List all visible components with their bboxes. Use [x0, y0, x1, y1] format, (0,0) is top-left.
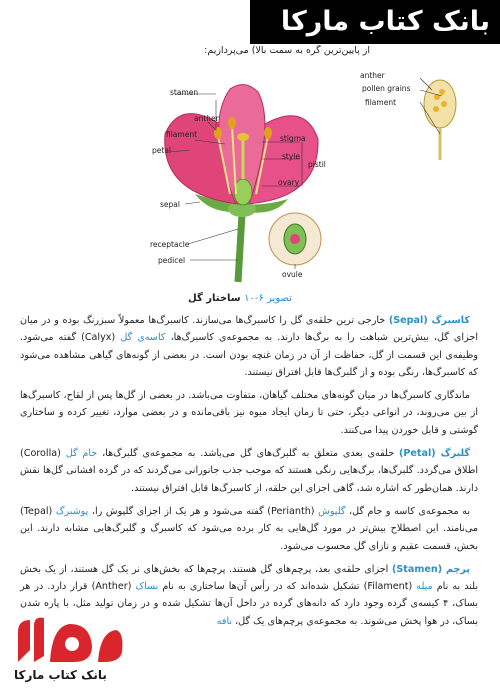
paragraph-sepal-persistence: [20, 387, 478, 439]
watermark-logo-text: بانک کتاب مارکا: [14, 668, 107, 682]
paragraph-petal: [20, 445, 478, 497]
term-petal: گلبرگ (Petal): [399, 448, 471, 460]
label-ovule: ovule: [282, 270, 303, 279]
flower-diagram: [150, 64, 480, 284]
caption-text: ساختار گل: [188, 293, 241, 304]
label-stamen: stamen: [170, 88, 199, 97]
flower-illustration: [150, 64, 480, 284]
text-stamen-3: (Anther) قرار دارد. در هر بساک، ۴ کیسه‌ی گرده وجود دارد که دانه‌های گرده در داخل آن‌ها تشکیل شده و در زمان تولید مثل، با پاره شدن بساک، در هوا پخش می‌شوند. به مجموعه‌ی پرچم‌های یک گل،: [20, 581, 478, 627]
watermark-banner: بانک کتاب مارکا: [250, 0, 500, 44]
term-perianth: گلپوش: [318, 505, 346, 517]
label-receptacle: receptacle: [150, 240, 190, 249]
paragraph-sepal: [20, 312, 478, 381]
label-pollen-grains: pollen grains: [362, 84, 411, 93]
label-pedicel: pedicel: [158, 256, 186, 265]
label-filament: filament: [166, 130, 198, 139]
label-filament-inset: filament: [365, 98, 397, 107]
body-text: [20, 312, 478, 636]
text-stamen-2: (Filament) تشکیل شده‌اند که در رأس آن‌ها ساختاری به نام: [162, 581, 413, 593]
text-petal-1: حلقه‌ی بعدی متعلق به گلبرگ‌های گل می‌باشد. به مجموعه‌ی گلبرگ‌ها،: [102, 448, 395, 460]
paragraph-perianth: [20, 503, 478, 555]
term-corolla: جام گل: [65, 448, 98, 460]
term-androecium: نافه: [216, 615, 233, 627]
text-stamen-1: اجزای حلقه‌ی بعد، پرچم‌های گل هستند. پرچم‌ها که بخش‌های نر یک گل هستند، از یک بخش بلند به نام: [20, 563, 478, 593]
term-calyx: کاسه‌ی گل: [120, 332, 166, 344]
intro-line: از پایین‌ترین گره به سمت بالا) می‌پردازیم:: [204, 45, 370, 56]
label-petal: petal: [152, 146, 171, 155]
caption-number: تصویر ۶-۱۰: [244, 293, 292, 304]
figure-caption: [140, 293, 340, 304]
text-sepal-1: خارجی ترین حلقه‌ی گل را کاسبرگ‌ها می‌سازند. کاسبرگ‌ها معمولاً سبزرنگ بوده و در میان اجزای گل، بیش‌ترین شباهت را به برگ‌ها دارند. به مجموعه‌ی کاسبرگ‌ها،: [20, 315, 478, 344]
term-filament: میله: [416, 581, 433, 593]
label-stigma: stigma: [280, 134, 306, 143]
text-sepal-2: (Calyx) گفته می‌شود. وظیفه‌ی این قسمت از گل، حفاظت از آن در زمان غنچه بودن است. در بعضی از گونه‌های گیاهی مشاهده می‌شود که کاسبرگ‌ها، رنگی بوده و از گلبرگ‌ها قابل افتراق نیستند.: [20, 332, 478, 378]
text-sepal-3: ماندگاری کاسبرگ‌ها در میان گونه‌های مختلف گیاهان، متفاوت می‌باشد. در بعضی از گل‌ها پس از لقاح، کاسبرگ‌ها از بین می‌روند، در انواعی دیگر، حتی تا زمان ایجاد میوه نیز باقی‌مانده و در بعضی موارد، تغییر کرده و ساختاری گوشتی و قابل خوردن پیدا می‌کنند.: [20, 390, 478, 436]
text-petal-2: (Corolla) اطلاق می‌گردد. گلبرگ‌ها، برگ‌هایی رنگی هستند که موجب جذب جانورانی می‌گردند که در گرده افشانی گل‌ها نقش دارند. همان‌طور که اشاره شد، گاهی اجزای این حلقه، از کاسبرگ‌ها قابل افتراق نیستند.: [20, 448, 478, 494]
label-anther: anther: [194, 114, 219, 123]
text-perianth-2: (Perianth) گفته می‌شود و هر یک از اجزای گلپوش را،: [91, 505, 315, 517]
text-perianth-3: (Tepal) می‌نامند. این اصطلاح بیش‌تر در مورد گل‌هایی به کار برده می‌شود که کاسبرگ و گلبرگ‌هایی مشابه دارند. این بخش، قسمت عقیم و نازای گل محسوب می‌شود.: [20, 505, 478, 552]
label-ovary: ovary: [278, 178, 300, 187]
term-tepal: پوشبرگ: [55, 505, 89, 517]
label-pistil: pistil: [308, 160, 326, 169]
text-perianth-1: به مجموعه‌ی کاسه و جام گل،: [349, 505, 470, 517]
label-sepal: sepal: [160, 200, 180, 209]
term-stamen: پرچم (Stamen): [391, 563, 470, 575]
label-anther-inset: anther: [360, 71, 385, 80]
term-sepal: کاسبرگ (Sepal): [388, 315, 470, 326]
term-anther: بساک: [135, 581, 159, 593]
label-style: style: [282, 152, 300, 161]
